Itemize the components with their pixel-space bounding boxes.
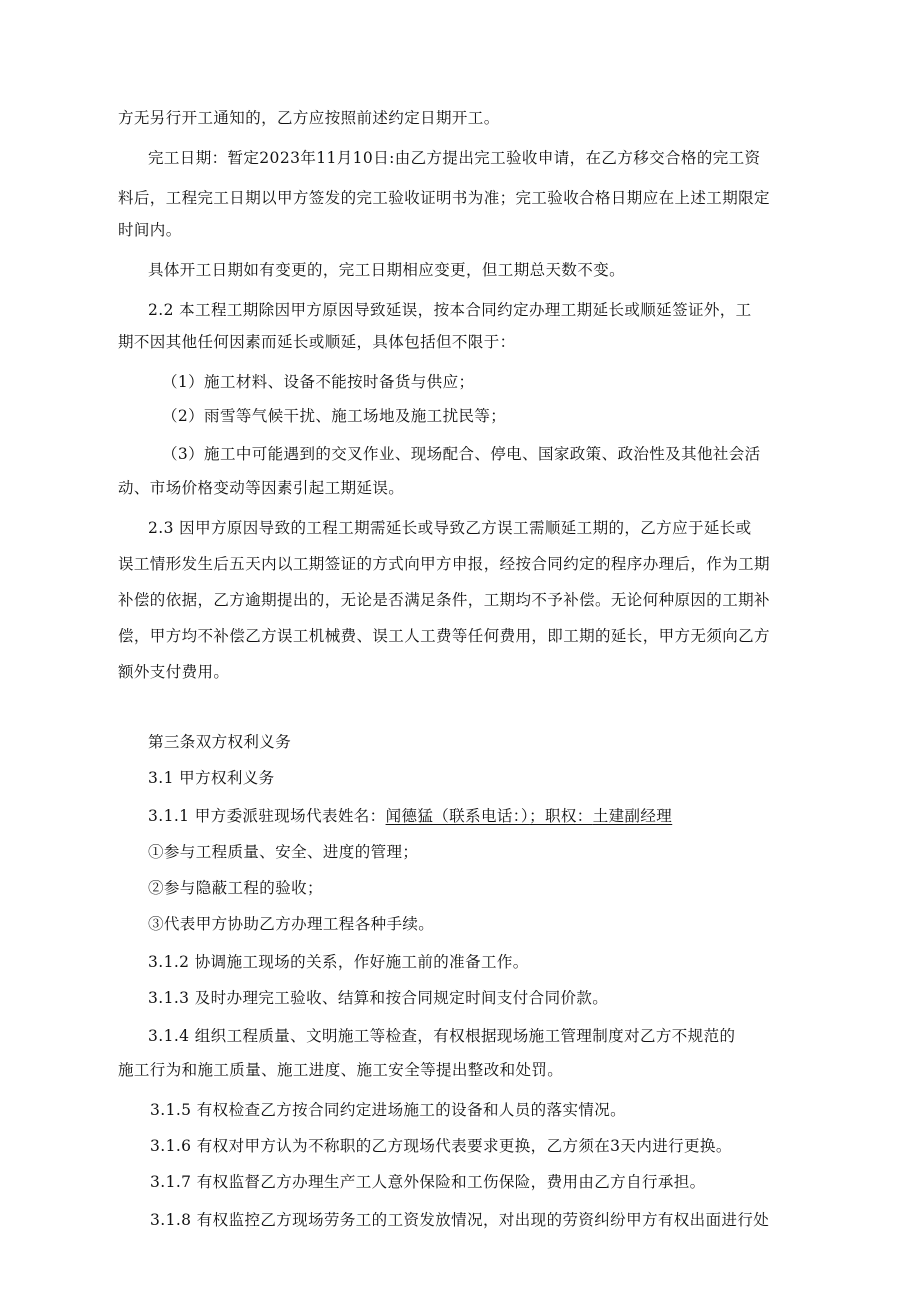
- list-item: ③代表甲方协助乙方办理工程各种手续。: [148, 915, 435, 933]
- list-item: ②参与隐蔽工程的验收；: [148, 879, 323, 897]
- paragraph-line: 具体开工日期如有变更的，完工日期相应变更，但工期总天数不变。: [148, 261, 626, 279]
- list-item: （3）施工中可能遇到的交叉作业、现场配合、停电、国家政策、政治性及其他社会活: [162, 445, 761, 463]
- clause-line: 3.1.8 有权监控乙方现场劳务工的工资发放情况，对出现的劳资纠纷甲方有权出面进行处: [150, 1211, 770, 1229]
- clause-line: 3.1.2 协调施工现场的关系，作好施工前的准备工作。: [148, 953, 529, 971]
- clause-line: 3.1.7 有权监督乙方办理生产工人意外保险和工伤保险，费用由乙方自行承担。: [150, 1173, 706, 1191]
- rep-separator: ；职权：: [529, 807, 593, 825]
- paragraph-line: 误工情形发生后五天内以工期签证的方式向甲方申报，经按合同约定的程序办理后，作为工期: [118, 555, 770, 573]
- paragraph-line: 补偿的依据，乙方逾期提出的，无论是否满足条件，工期均不予补偿。无论何种原因的工期补: [118, 591, 770, 609]
- paragraph-line: 时间内。: [118, 221, 182, 239]
- rep-line: [148, 806, 672, 826]
- list-item: ①参与工程质量、安全、进度的管理；: [148, 843, 419, 861]
- list-item: （2）雨雪等气候干扰、施工场地及施工扰民等；: [162, 407, 507, 425]
- section-heading: 第三条双方权利义务: [148, 733, 292, 751]
- subsection-heading: 3.1 甲方权利义务: [148, 769, 275, 787]
- paragraph-line: 完工日期：暂定2023年11月10日:由乙方提出完工验收申请，在乙方移交合格的完工资: [148, 149, 761, 167]
- paragraph-line: 方无另行开工通知的，乙方应按照前述约定日期开工。: [118, 109, 500, 127]
- paragraph-line: 2.2 本工程工期除因甲方原因导致延误，按本合同约定办理工期延长或顺延签证外，工: [148, 301, 752, 319]
- rep-position: 土建副经理: [592, 807, 673, 825]
- paragraph-line: 额外支付费用。: [118, 663, 230, 681]
- paragraph-line: 料后，工程完工日期以甲方签发的完工验收证明书为准；完工验收合格日期应在上述工期限定: [118, 189, 770, 207]
- list-item: （1）施工材料、设备不能按时备货与供应；: [162, 373, 475, 391]
- clause-line: 3.1.6 有权对甲方认为不称职的乙方现场代表要求更换，乙方须在3天内进行更换。: [150, 1137, 732, 1155]
- paragraph-line: 动、市场价格变动等因素引起工期延误。: [118, 479, 405, 497]
- paragraph-line: 期不因其他任何因素而延长或顺延，具体包括但不限于：: [118, 333, 516, 351]
- clause-line: 3.1.4 组织工程质量、文明施工等检查，有权根据现场施工管理制度对乙方不规范的: [148, 1027, 736, 1045]
- paragraph-line: 偿，甲方均不补偿乙方误工机械费、误工人工费等任何费用，即工期的延长，甲方无须向乙方: [118, 627, 770, 645]
- clause-line: 3.1.5 有权检查乙方按合同约定进场施工的设备和人员的落实情况。: [150, 1101, 627, 1119]
- paragraph-line: 2.3 因甲方原因导致的工程工期需延长或导致乙方误工需顺延工期的，乙方应于延长或: [148, 519, 752, 537]
- rep-name: 闻德猛（联系电话：）: [385, 807, 530, 825]
- paragraph-line: 施工行为和施工质量、施工进度、施工安全等提出整改和处罚。: [118, 1061, 564, 1079]
- rep-label: 3.1.1 甲方委派驻现场代表姓名：: [148, 807, 386, 825]
- clause-line: 3.1.3 及时办理完工验收、结算和按合同规定时间支付合同价款。: [148, 989, 609, 1007]
